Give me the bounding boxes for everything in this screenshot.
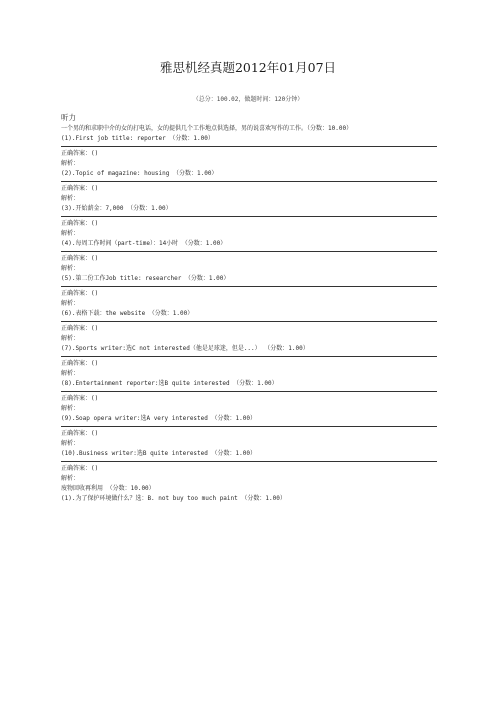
question-title: (9).Soap opera writer:选A very interested （分数：1.00）	[61, 415, 256, 422]
analysis-label: 解析：	[61, 475, 80, 482]
question-block	[61, 344, 441, 379]
question-block	[61, 309, 441, 344]
document-title: 雅思机经真题2012年01月07日	[159, 60, 337, 75]
answer-line	[61, 146, 437, 147]
question-block	[61, 204, 441, 239]
question-list	[61, 134, 441, 484]
answer-line	[61, 426, 437, 427]
correct-answer-label: 正确答案：()	[61, 220, 99, 227]
correct-answer-label: 正确答案：()	[61, 255, 99, 262]
answer-line	[61, 391, 437, 392]
answer-line	[61, 286, 437, 287]
question-block	[61, 274, 441, 309]
section-heading-listening: 听力	[61, 113, 76, 122]
analysis-label: 解析：	[61, 440, 80, 447]
analysis-label: 解析：	[61, 370, 80, 377]
question-item-recycling-1: (1).为了保护环境做什么？选：B. not buy too much paint （分数：1.00）	[61, 495, 286, 502]
question-block	[61, 169, 441, 204]
question-title: (6).表格下载：the website （分数：1.00）	[61, 310, 194, 317]
question-title: (10).Business writer:选B quite interested （分数：1.00）	[61, 450, 256, 457]
question-title: (7).Sports writer:选C not interested（他是足球迷，但是...） （分数：1.00）	[61, 345, 309, 352]
question-title: (3).开始薪金：7,000 （分数：1.00）	[61, 205, 172, 212]
correct-answer-label: 正确答案：()	[61, 185, 99, 192]
answer-line	[61, 461, 437, 462]
correct-answer-label: 正确答案：()	[61, 325, 99, 332]
correct-answer-label: 正确答案：()	[61, 430, 99, 437]
analysis-label: 解析：	[61, 230, 80, 237]
analysis-label: 解析：	[61, 405, 80, 412]
question-block	[61, 379, 441, 414]
answer-line	[61, 356, 437, 357]
analysis-label: 解析：	[61, 195, 80, 202]
answer-line	[61, 216, 437, 217]
correct-answer-label: 正确答案：()	[61, 290, 99, 297]
analysis-label: 解析：	[61, 300, 80, 307]
answer-line	[61, 181, 437, 182]
question-title: (1).First job title: reporter （分数：1.00）	[61, 135, 214, 142]
question-block	[61, 239, 441, 274]
question-title: (2).Topic of magazine: housing （分数：1.00）	[61, 170, 218, 177]
analysis-label: 解析：	[61, 265, 80, 272]
question-title: (4).每周工作时间（part-time）：14小时 （分数：1.00）	[61, 240, 227, 247]
document-body	[61, 111, 441, 504]
question-block	[61, 449, 441, 484]
correct-answer-label: 正确答案：()	[61, 465, 99, 472]
correct-answer-label: 正确答案：()	[61, 395, 99, 402]
question-title: (5).第二份工作Job title: researcher （分数：1.00）	[61, 275, 230, 282]
section-heading-recycling: 废物回收再利用 （分数：10.00）	[61, 485, 155, 492]
document-subtitle: （总分：100.02，做题时间：120分钟）	[192, 96, 304, 103]
answer-line	[61, 251, 437, 252]
correct-answer-label: 正确答案：()	[61, 150, 99, 157]
analysis-label: 解析：	[61, 160, 80, 167]
question-block	[61, 134, 441, 169]
section-intro: 一个男的和求职中介的女的打电话，女的提供几个工作地点供选择，男的说喜欢写作的工作。（分数：10.00）	[61, 125, 353, 132]
analysis-label: 解析：	[61, 335, 80, 342]
answer-line	[61, 321, 437, 322]
question-block	[61, 414, 441, 449]
question-title: (8).Entertainment reporter:选B quite interested （分数：1.00）	[61, 380, 278, 387]
correct-answer-label: 正确答案：()	[61, 360, 99, 367]
